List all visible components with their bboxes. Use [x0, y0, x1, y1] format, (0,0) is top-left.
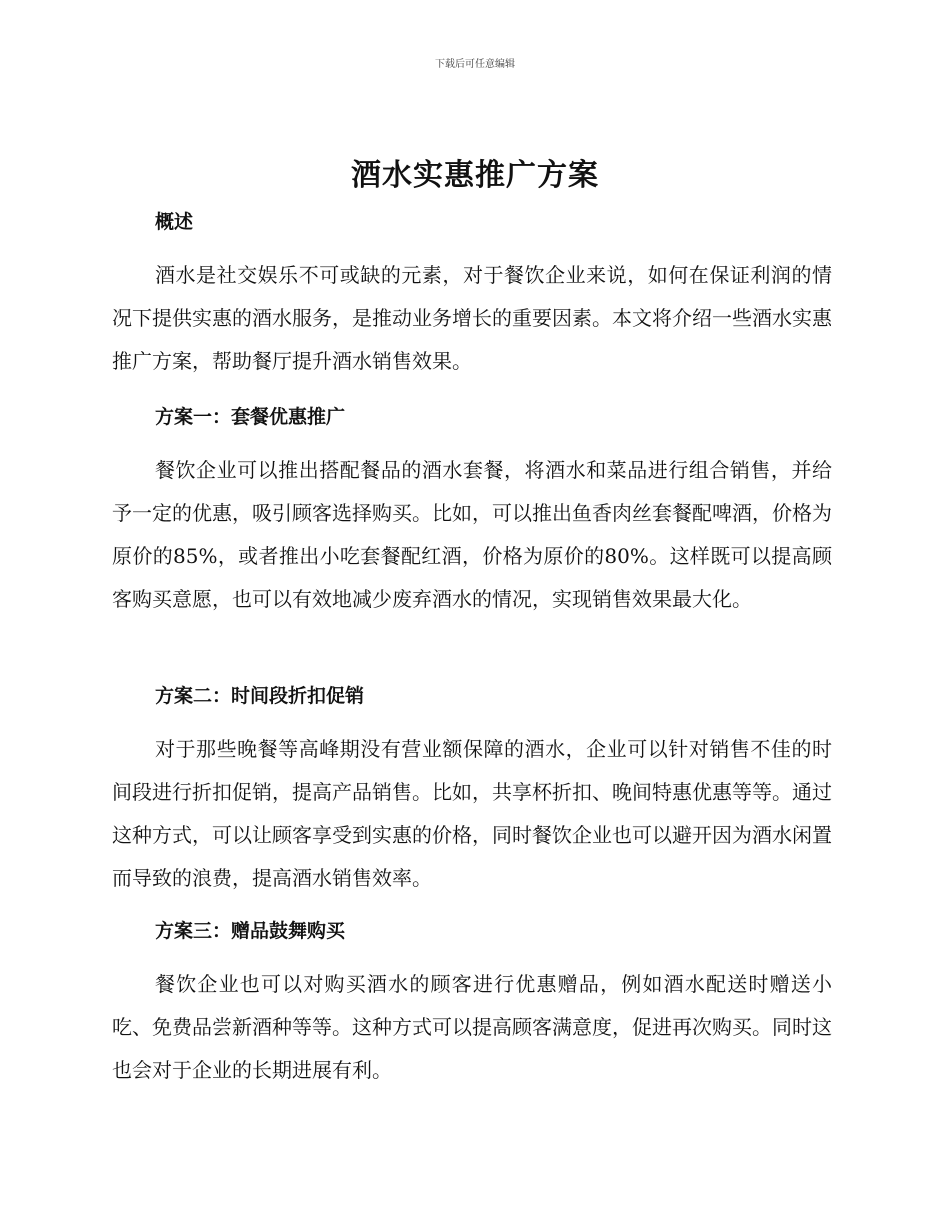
section-paragraph-plan-1: 餐饮企业可以推出搭配餐品的酒水套餐，将酒水和菜品进行组合销售，并给予一定的优惠，吸引顾客选择购买。比如，可以推出鱼香肉丝套餐配啤酒，价格为原价的85%，或者推出小吃套餐配红酒，价格为原价的80%。这样既可以提高顾客购买意愿，也可以有效地减少废弃酒水的情况，实现销售效果最大化。: [112, 458, 832, 611]
section-heading-plan-1: 方案一：套餐优惠推广: [155, 406, 346, 428]
page-header-note: 下载后可任意编辑: [435, 59, 515, 70]
section-paragraph-plan-2: 对于那些晚餐等高峰期没有营业额保障的酒水，企业可以针对销售不佳的时间段进行折扣促销，提高产品销售。比如，共享杯折扣、晚间特惠优惠等等。通过这种方式，可以让顾客享受到实惠的价格，同时餐饮企业也可以避开因为酒水闲置而导致的浪费，提高酒水销售效率。: [112, 737, 832, 890]
section-paragraph-plan-3: 餐饮企业也可以对购买酒水的顾客进行优惠赠品，例如酒水配送时赠送小吃、免费品尝新酒种等等。这种方式可以提高顾客满意度，促进再次购买。同时这也会对于企业的长期进展有利。: [112, 972, 832, 1082]
section-heading-overview: 概述: [155, 211, 194, 233]
section-heading-plan-3: 方案三：赠品鼓舞购买: [155, 920, 346, 942]
document-title: 酒水实惠推广方案: [351, 158, 599, 193]
section-heading-plan-2: 方案二：时间段折扣促销: [155, 685, 365, 707]
section-paragraph-overview: 酒水是社交娱乐不可或缺的元素，对于餐饮企业来说，如何在保证利润的情况下提供实惠的酒水服务，是推动业务增长的重要因素。本文将介绍一些酒水实惠推广方案，帮助餐厅提升酒水销售效果。: [112, 263, 832, 373]
